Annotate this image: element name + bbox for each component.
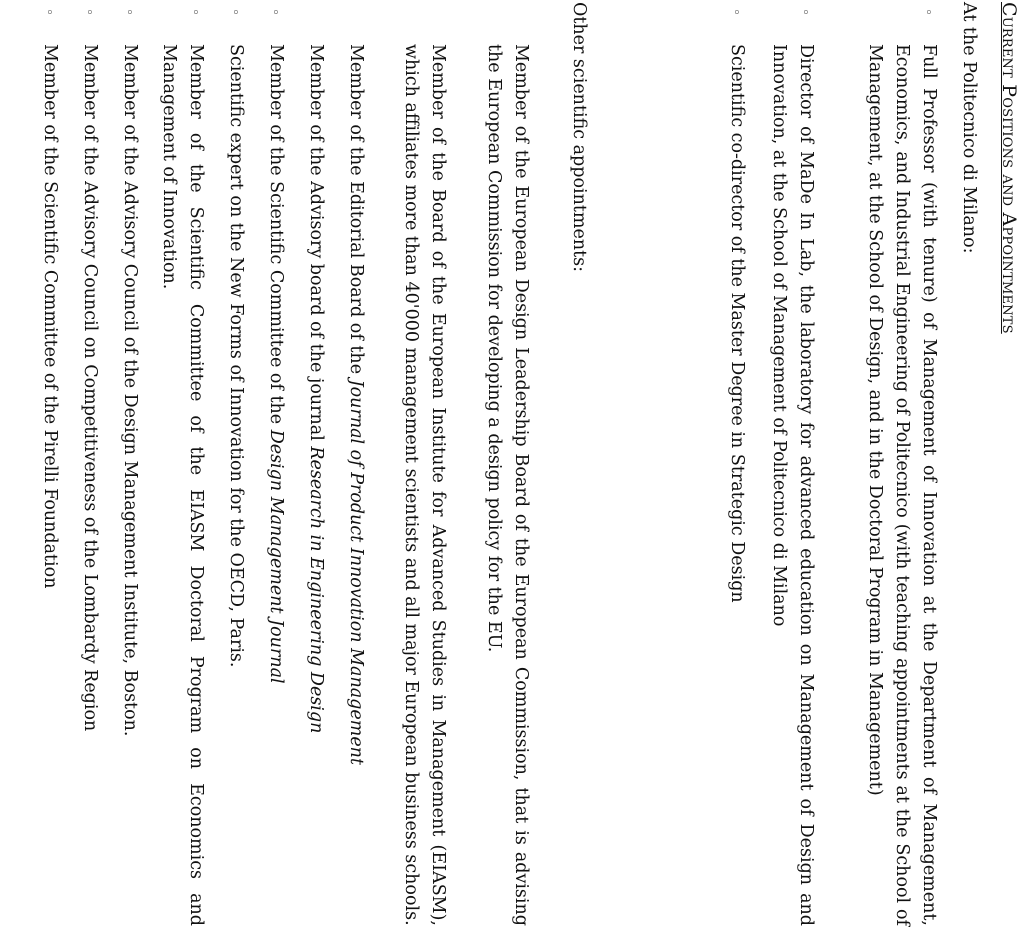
appointment-text: Member of the Editorial Board of the Journal of Product Innovation Management xyxy=(346,44,366,765)
bullet-icon: ◦ xyxy=(187,8,202,16)
bullet-icon: ◦ xyxy=(267,8,282,16)
appointment-text: Member of the Scientific Committee of the Design Management Journal xyxy=(266,44,286,684)
bullet-icon: ◦ xyxy=(81,8,96,16)
appointment-text: Member of the Advisory board of the journal Research in Engineering Design xyxy=(306,44,326,734)
other-label: Other scientific appointments: xyxy=(569,2,589,273)
polimi-item-text: Scientific co-director of the Master Degree in Strategic Design xyxy=(727,44,747,603)
polimi-item-text: Full Professor (with tenure) of Management of Innovation at the Department of Management, Economics, and Industrial Engineering of Politecnico (with teaching appointments at the School of Management, at the School of Design, and in the Doctoral Program in Management) xyxy=(865,44,939,926)
polimi-label: At the Politecnico di Milano: xyxy=(959,2,979,254)
appointment-text: Scientific expert on the New Forms of Innovation for the OECD, Paris. xyxy=(226,44,246,668)
polimi-item-text: Director of MaDe In Lab, the laboratory for advanced education on Management of Design and Innovation, at the School of Management of Politecnico di Milano xyxy=(769,44,816,926)
bullet-icon: ◦ xyxy=(41,8,56,16)
bullet-icon: ◦ xyxy=(227,8,242,16)
appointment-text: Member of the Scientific Committee of the EIASM Doctoral Program on Economics and Management of Innovation. xyxy=(159,44,206,926)
bullet-icon: ◦ xyxy=(121,8,136,16)
section-heading: Current Positions and Appointments xyxy=(998,2,1020,334)
bullet-icon: ◦ xyxy=(797,8,812,16)
appointment-text: Member of the Scientific Committee of the Pirelli Foundation xyxy=(40,44,60,589)
appointment-text: Member of the European Design Leadership Board of the European Commission, that is advising the European Commission for developing a design policy for the EU. xyxy=(484,44,531,926)
appointment-text: Member of the Advisory Council on Competitiveness of the Lombardy Region xyxy=(80,44,100,732)
bullet-icon: ◦ xyxy=(920,8,935,16)
appointment-text: Member of the Board of the European Institute for Advanced Studies in Management (EIASM), which affiliates more than 40'000 management scientists and all major European business schools. xyxy=(401,44,448,926)
appointment-text: Member of the Advisory Council of the Design Management Institute, Boston. xyxy=(120,44,140,737)
bullet-icon: ◦ xyxy=(728,8,743,16)
